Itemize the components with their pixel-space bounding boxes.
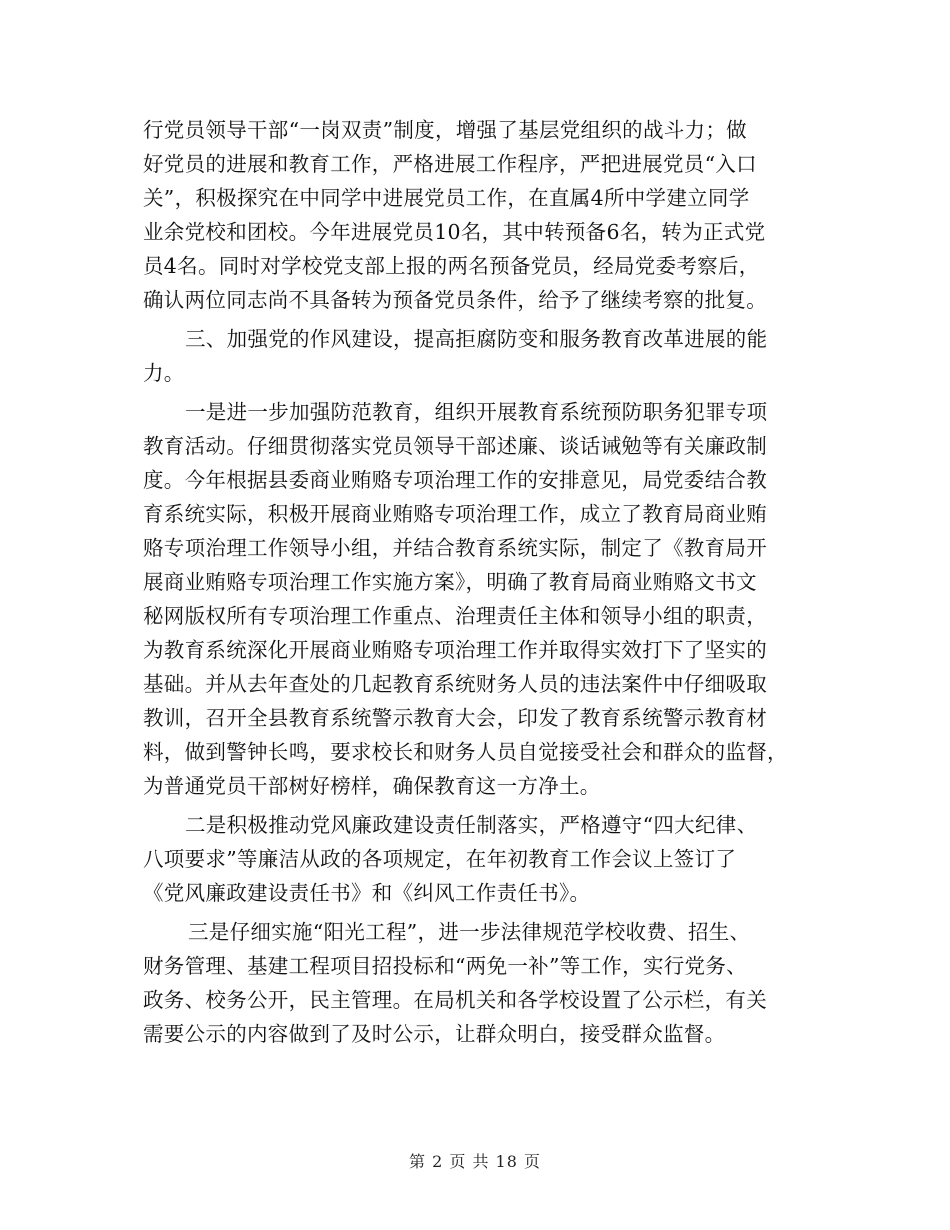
- text-line: 好党员的进展和教育工作，严格进展工作程序，严把进展党员“入口: [143, 152, 757, 176]
- text-line: 政务、校务公开，民主管理。在局机关和各学校设置了公示栏，有关: [143, 988, 767, 1012]
- text-line: 教育活动。仔细贯彻落实党员领导干部述廉、谈话诫勉等有关廉政制: [143, 434, 767, 458]
- text-line: 育系统实际，积极开展商业贿赂专项治理工作，成立了教育局商业贿: [143, 502, 767, 526]
- text-line: 秘网版权所有专项治理工作重点、治理责任主体和领导小组的职责，: [143, 604, 767, 628]
- paragraph-first-line: 三是仔细实施“阳光工程”，进一步法律规范学校收费、招生、: [188, 920, 751, 944]
- text-line: 财务管理、基建工程项目招投标和“两免一补”等工作，实行党务、: [143, 954, 747, 978]
- text-line: 八项要求”等廉洁从政的各项规定，在年初教育工作会议上签订了: [143, 847, 737, 871]
- text-line: 《党风廉政建设责任书》和《纠风工作责任书》。: [143, 881, 591, 905]
- text-line: 赂专项治理工作领导小组，并结合教育系统实际，制定了《教育局开: [143, 536, 767, 560]
- page-number-footer: 第 2 页 共 18 页: [409, 1152, 541, 1171]
- text-line: 为普通党员干部树好榜样，确保教育这一方净土。: [143, 774, 601, 798]
- section-heading-line: 三、加强党的作风建设，提高拒腐防变和服务教育改革进展的能: [185, 327, 768, 351]
- text-line: 需要公示的内容做到了及时公示，让群众明白，接受群众监督。: [143, 1022, 726, 1046]
- text-line: 员4名。同时对学校党支部上报的两名预备党员，经局党委考察后，: [143, 254, 760, 278]
- text-line: 业余党校和团校。今年进展党员10名，其中转预备6名，转为正式党: [143, 220, 766, 244]
- text-line: 料，做到警钟长鸣，要求校长和财务人员自觉接受社会和群众的监督，: [143, 740, 788, 764]
- text-line: 展商业贿赂专项治理工作实施方案》，明确了教育局商业贿赂文书文: [143, 570, 757, 594]
- text-line: 行党员领导干部“一岗双责”制度，增强了基层党组织的战斗力；做: [143, 118, 747, 142]
- text-line: 确认两位同志尚不具备转为预备党员条件，给予了继续考察的批复。: [143, 288, 767, 312]
- text-line: 关”，积极探究在中同学中进展党员工作，在直属4所中学建立同学: [143, 186, 750, 210]
- paragraph-first-line: 一是进一步加强防范教育，组织开展教育系统预防职务犯罪专项: [185, 400, 768, 424]
- text-line: 教训，召开全县教育系统警示教育大会，印发了教育系统警示教育材: [143, 706, 767, 730]
- text-line: 为教育系统深化开展商业贿赂专项治理工作并取得实效打下了坚实的: [143, 638, 767, 662]
- text-line: 基础。并从去年查处的几起教育系统财务人员的违法案件中仔细吸取: [143, 672, 767, 696]
- section-heading-line: 力。: [143, 361, 185, 385]
- text-line: 度。今年根据县委商业贿赂专项治理工作的安排意见，局党委结合教: [143, 468, 767, 492]
- paragraph-first-line: 二是积极推动党风廉政建设责任制落实，严格遵守“四大纪律、: [185, 813, 758, 837]
